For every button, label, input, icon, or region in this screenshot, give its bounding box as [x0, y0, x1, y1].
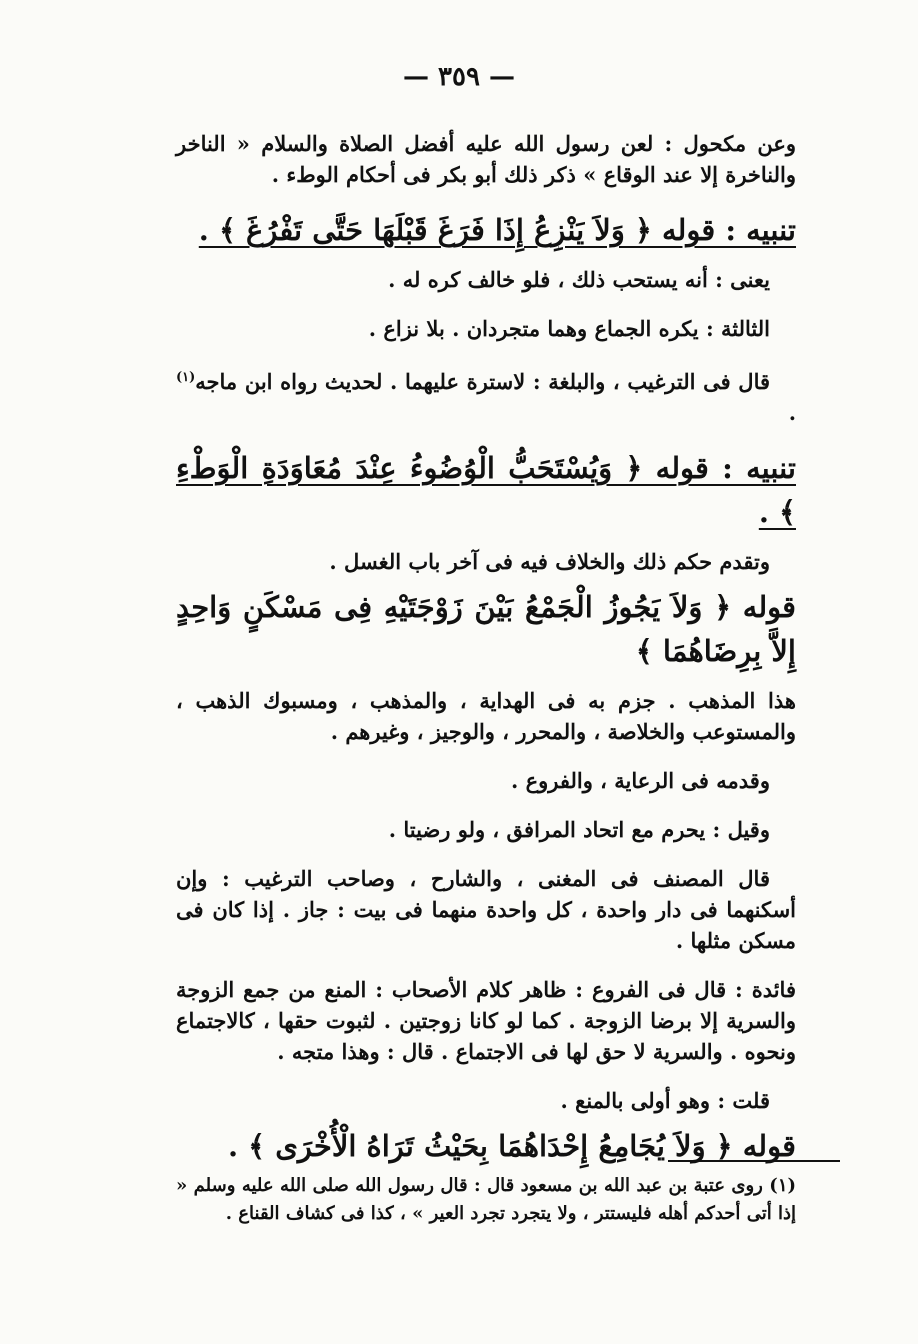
main-text: [176, 128, 796, 1180]
paragraph: قلت : وهو أولى بالمنع .: [560, 1088, 770, 1113]
verse-heading: تنبيه : قوله ﴿ وَيُسْتَحَبُّ الْوُضُوءُ عِنْدَ مُعَاوَدَةِ الْوَطْءِ ﴾ .: [176, 451, 796, 529]
paragraph: فائدة : قال فى الفروع : ظاهر كلام الأصحاب : المنع من جمع الزوجة والسرية إلا برضا الزوجة . كما لو كانا زوجتين . لثبوت حقها ، كالاجتماع ونحوه . والسرية لا حق لها فى الاجتماع . قال : وهذا متجه .: [176, 977, 796, 1064]
paragraph: وقيل : يحرم مع اتحاد المرافق ، ولو رضيتا .: [388, 817, 770, 842]
footnote-divider: [668, 1160, 840, 1162]
footnotes: [176, 1172, 796, 1236]
page-number: — ٣٥٩ —: [402, 62, 516, 92]
verse-heading: قوله ﴿ وَلاَ يُجَامِعُ إِحْدَاهُمَا بِحَيْثُ تَرَاهُ الْأُخْرَى ﴾ .: [227, 1129, 796, 1163]
paragraph: قال المصنف فى المغنى ، والشارح ، وصاحب الترغيب : وإن أسكنهما فى دار واحدة ، كل واحدة منهما فى بيت : جاز . إذا كان فى مسكن مثلها .: [176, 866, 796, 953]
paragraph: يعنى : أنه يستحب ذلك ، فلو خالف كره له .: [388, 267, 770, 292]
paragraph: وعن مكحول : لعن رسول الله عليه أفضل الصلاة والسلام « الناخر والناخرة إلا عند الوقاع » ذكر ذلك أبو بكر فى أحكام الوطء .: [176, 131, 796, 187]
paragraph: الثالثة : يكره الجماع وهما متجردان . بلا نزاع .: [368, 316, 770, 341]
paragraph: وتقدم حكم ذلك والخلاف فيه فى آخر باب الغسل .: [329, 549, 770, 574]
paragraph: وقدمه فى الرعاية ، والفروع .: [510, 768, 770, 793]
footnote: (١) روى عتبة بن عبد الله بن مسعود قال : قال رسول الله صلى الله عليه وسلم « إذا أتى أحدكم أهله فليستتر ، ولا يتجرد تجرد العير » ، كذا فى كشاف القناع .: [176, 1175, 797, 1224]
paragraph: هذا المذهب . جزم به فى الهداية ، والمذهب ، ومسبوك الذهب ، والمستوعب والخلاصة ، والمحرر ، والوجيز ، وغيرهم .: [176, 688, 796, 744]
footnote-marker: (١): [176, 370, 196, 385]
verse-heading: تنبيه : قوله ﴿ وَلاَ يَنْزِعُ إِذَا فَرَغَ قَبْلَهَا حَتَّى تَفْرُغَ ﴾ .: [198, 213, 796, 247]
verse-heading: قوله ﴿ وَلاَ يَجُوزُ الْجَمْعُ بَيْنَ زَوْجَتَيْهِ فِى مَسْكَنٍ وَاحِدٍ إِلاَّ بِرِضَاهُمَا ﴾: [176, 590, 796, 668]
paragraph: قال فى الترغيب ، والبلغة : لاسترة عليهما . لحديث رواه ابن ماجه$^{(١)}$ .: [176, 369, 796, 425]
